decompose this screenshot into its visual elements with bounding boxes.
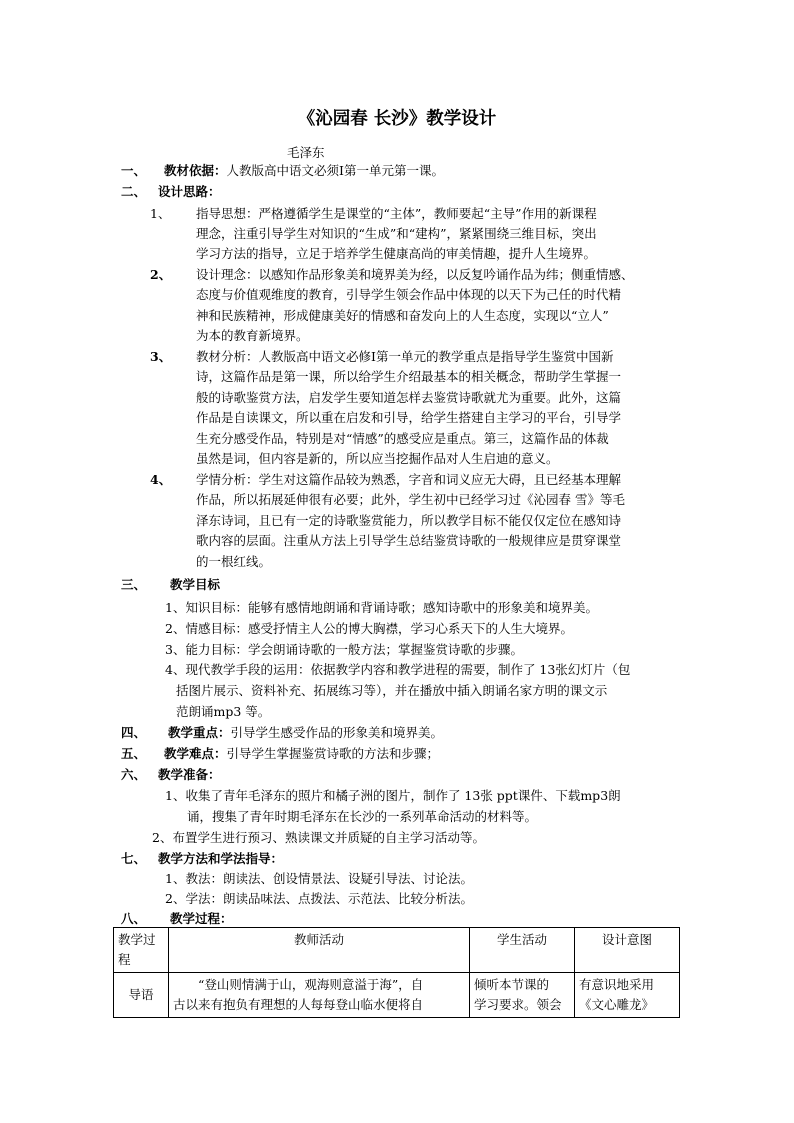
section-3 — [121, 575, 220, 595]
section-heading: 教学难点： — [164, 746, 227, 761]
section-number: 八、 — [121, 911, 147, 926]
cell-line: “登山则情满于山，观海则意溢于海”，自 — [198, 977, 424, 992]
document-title: 《沁园春 长沙》教学设计 — [297, 109, 497, 129]
section-heading: 教材依据： — [164, 163, 227, 178]
section-heading: 教学准备： — [158, 767, 221, 782]
prep-line: 2、布置学生进行预习、熟读课文并质疑的自主学习活动等。 — [152, 830, 485, 845]
design-line: 指导思想：严格遵循学生是课堂的“主体”，教师要起“主导”作用的新课程 — [196, 206, 597, 221]
section-text: 引导学生掌握鉴赏诗歌的方法和步骤； — [226, 746, 440, 761]
section-heading: 教学过程： — [170, 911, 233, 926]
design-line: 生充分感受作品，特别是对“情感”的感受应是重点。第三，这篇作品的体裁 — [196, 431, 609, 446]
design-number: 3、 — [150, 349, 172, 364]
section-number: 二、 — [121, 184, 147, 199]
design-line: 学习方法的指导，立足于培养学生健康高尚的审美情趣，提升人生境界。 — [196, 246, 597, 261]
section-number: 一、 — [121, 163, 147, 178]
section-text: 人教版高中语文必须Ⅰ第一单元第一课。 — [226, 163, 444, 178]
section-number: 五、 — [121, 746, 147, 761]
cell-line: 学习要求。领会 — [474, 997, 562, 1012]
design-line: 学情分析：学生对这篇作品较为熟悉，字音和词义应无大碍，且已经基本理解 — [196, 472, 622, 487]
cell-stage: 导语 — [114, 973, 169, 1018]
cell-line: 《文心雕龙》 — [579, 997, 655, 1012]
goal-line: 范朗诵mp3 等。 — [176, 704, 271, 719]
cell-line: 有意识地采用 — [579, 977, 655, 992]
section-5 — [121, 744, 439, 764]
cell-line: 倾听本节课的 — [474, 977, 550, 992]
section-number: 四、 — [121, 725, 147, 740]
design-line: 歌内容的层面。注重从方法上引导学生总结鉴赏诗歌的一般规律应是贯穿课堂 — [196, 533, 622, 548]
section-heading: 教学目标 — [170, 577, 221, 592]
design-number: 4、 — [150, 472, 172, 487]
design-number: 2、 — [150, 267, 172, 282]
goal-line: 1、知识目标：能够有感情地朗诵和背诵诗歌；感知诗歌中的形象美和境界美。 — [165, 600, 598, 615]
design-number: 1、 — [150, 206, 171, 221]
author-name: 毛泽东 — [287, 145, 325, 160]
section-number: 六、 — [121, 767, 147, 782]
section-6 — [121, 765, 221, 785]
design-line: 作品，所以拓展延伸很有必要；此外，学生初中已经学习过《沁园春 雪》等毛 — [196, 492, 625, 507]
cell-line: 古以来有抱负有理想的人每每登山临水便将自 — [173, 997, 424, 1012]
section-number: 七、 — [121, 851, 147, 866]
cell-teacher — [169, 973, 470, 1018]
section-heading: 教学重点： — [168, 725, 231, 740]
design-line: 的一根红线。 — [196, 554, 272, 569]
section-7 — [121, 849, 283, 869]
section-heading: 设计思路： — [158, 184, 221, 199]
design-line: 神和民族精神，形成健康美好的情感和奋发向上的人生态度，实现以“立人” — [196, 308, 609, 323]
goal-line: 括图片展示、资料补充、拓展练习等），并在播放中插入朗诵名家方明的课文示 — [176, 683, 608, 698]
design-line: 泽东诗词，且已有一定的诗歌鉴赏能力，所以教学目标不能仅仅定位在感知诗 — [196, 513, 622, 528]
method-line: 1、教法：朗读法、创设情景法、设疑引导法、讨论法。 — [165, 871, 473, 886]
teaching-process-table — [113, 927, 680, 1018]
method-line: 2、学法：朗读品味法、点拨法、示范法、比较分析法。 — [165, 891, 473, 906]
cell-student — [470, 973, 575, 1018]
design-line: 态度与价值观维度的教育，引导学生领会作品中体现的以天下为己任的时代精 — [196, 287, 622, 302]
design-line: 般的诗歌鉴赏方法，启发学生要知道怎样去鉴赏诗歌就尤为重要。此外，这篇 — [196, 390, 622, 405]
prep-line: 诵，搜集了青年时期毛泽东在长沙的一系列革命活动的材料等。 — [187, 809, 538, 824]
cell-intent — [575, 973, 680, 1018]
design-line: 教材分析：人教版高中语文必修Ⅰ第一单元的教学重点是指导学生鉴赏中国新 — [196, 349, 614, 364]
goal-line: 4、现代教学手段的运用：依据教学内容和教学进程的需要，制作了 13张幻灯片（包 — [165, 662, 631, 677]
prep-line: 1、收集了青年毛泽东的照片和橘子洲的图片，制作了 13张 ppt课件、下载mp3朗 — [165, 788, 621, 803]
table-header-row — [114, 928, 680, 973]
section-1 — [121, 161, 444, 181]
header-intent: 设计意图 — [575, 928, 680, 973]
design-line: 设计理念：以感知作品形象美和境界美为经，以反复吟诵作品为纬；侧重情感、 — [196, 267, 634, 282]
goal-line: 2、情感目标：感受抒情主人公的博大胸襟，学习心系天下的人生大境界。 — [165, 621, 573, 636]
design-line: 诗，这篇作品是第一课，所以给学生介绍最基本的相关概念，帮助学生掌握一 — [196, 369, 622, 384]
section-heading: 教学方法和学法指导： — [158, 851, 284, 866]
design-line: 虽然是词，但内容是新的，所以应当挖掘作品对人生启迪的意义。 — [196, 451, 559, 466]
design-line: 为本的教育新境界。 — [196, 328, 309, 343]
section-text: 引导学生感受作品的形象美和境界美。 — [230, 725, 444, 740]
section-8 — [121, 909, 233, 929]
section-number: 三、 — [121, 577, 147, 592]
table-row — [114, 973, 680, 1018]
header-teacher: 教师活动 — [169, 928, 470, 973]
goal-line: 3、能力目标：学会朗诵诗歌的一般方法；掌握鉴赏诗歌的步骤。 — [165, 642, 523, 657]
header-student: 学生活动 — [470, 928, 575, 973]
section-2 — [121, 182, 221, 202]
header-stage: 教学过程 — [114, 928, 169, 973]
section-4 — [121, 723, 443, 743]
design-line: 作品是自读课文，所以重在启发和引导，给学生搭建自主学习的平台，引导学 — [196, 410, 622, 425]
design-line: 理念，注重引导学生对知识的“生成”和“建构”，紧紧围绕三维目标，突出 — [196, 226, 597, 241]
